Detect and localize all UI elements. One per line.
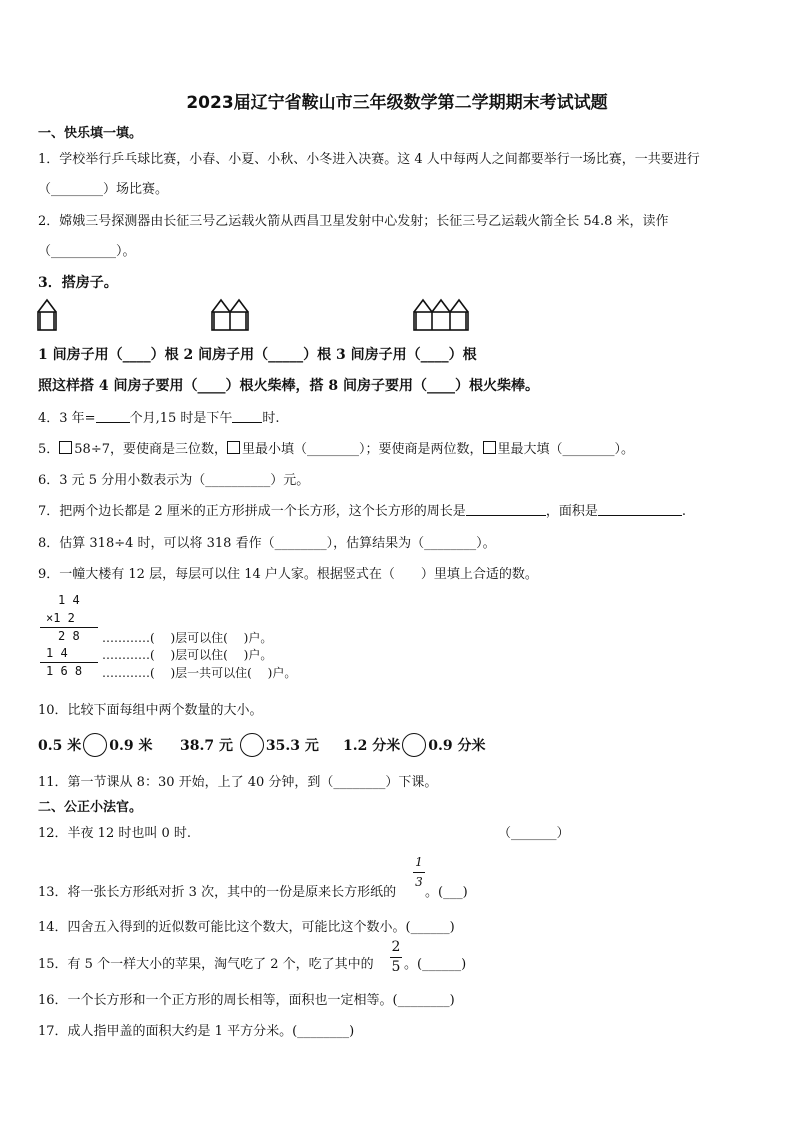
q13-fraction-numerator: 1 [415, 855, 423, 869]
question-13 [38, 881, 396, 900]
compare-circle-icon[interactable] [402, 733, 426, 757]
q9-desc-3: …………( )层一共可以住( )户。 [102, 666, 297, 680]
q15-fraction-denominator: 5 [391, 959, 401, 975]
question-3-label: 3．搭房子。 [38, 275, 118, 291]
q13-fraction [413, 856, 425, 889]
q5-part-c: 里最小填（________）；要使商是两位数， [242, 442, 483, 457]
question-9-label: 9．一幢大楼有 12 层，每层可以住 14 户人家。根据竖式在（ ）里填上合适的数。 [38, 567, 538, 582]
page-title: 2023届辽宁省鞍山市三年级数学第二学期期末考试试题 [186, 93, 608, 113]
q12-answer-blank: （_______） [498, 826, 570, 841]
question-2-line-1: 2．嫦娥三号探测器由长征三号乙运载火箭从西昌卫星发射中心发射；长征三号乙运载火箭全长 54.8 米，读作 [38, 214, 669, 229]
q15-fraction-numerator: 2 [391, 939, 401, 955]
q15-tail: 。(______) [404, 957, 467, 972]
question-1-line-2: （________）场比赛。 [38, 182, 169, 197]
vertical-calc-row-5: 1 6 8 [46, 664, 83, 678]
q10-compare-a [38, 733, 152, 757]
matchstick-houses-figure [36, 298, 476, 334]
compare-circle-icon[interactable] [83, 733, 107, 757]
question-3-line-1: 1 间房子用（____）根 2 间房子用（_____）根 3 间房子用（____）根 [38, 347, 477, 363]
vertical-calc-line-2 [40, 662, 98, 663]
q13-fraction-bar [413, 872, 425, 873]
q10-c-right: 0.9 分米 [428, 738, 486, 754]
vertical-calc-row-3: 2 8 [58, 629, 80, 643]
vertical-calc-row-1: 1 4 [58, 593, 80, 607]
q5-part-b: 58÷7，要使商是三位数， [74, 442, 227, 457]
house-1-icon [38, 300, 56, 330]
question-10-label: 10．比较下面每组中两个数量的大小。 [38, 703, 263, 718]
empty-box-icon [59, 441, 72, 454]
house-3-icon [414, 300, 468, 330]
question-17: 17．成人指甲盖的面积大约是 1 平方分米。(________) [38, 1024, 355, 1039]
question-3-line-2: 照这样搭 4 间房子要用（____）根火柴棒，搭 8 间房子要用（____）根火柴棒。 [38, 378, 539, 394]
q4-part-c: 时. [262, 411, 280, 426]
question-6: 6．3 元 5 分用小数表示为（__________）元。 [38, 473, 310, 488]
q15-fraction [390, 940, 402, 975]
vertical-calc-row-2: ×1 2 [46, 611, 75, 625]
q10-a-right: 0.9 米 [109, 738, 153, 754]
question-7 [38, 500, 686, 519]
q5-part-a: 5． [38, 442, 60, 457]
question-8: 8．估算 318÷4 时，可以将 318 看作（________），估算结果为（________）。 [38, 536, 496, 551]
q13-text: 13．将一张长方形纸对折 3 次，其中的一份是原来长方形纸的 [38, 885, 397, 900]
question-2-line-2: （__________）。 [38, 244, 136, 259]
q5-part-d: 里最大填（________）。 [497, 442, 635, 457]
q7-blank-1 [466, 503, 546, 516]
q10-compare-b [180, 733, 319, 757]
q7-part-b: ，面积是 [545, 504, 598, 519]
compare-circle-icon[interactable] [240, 733, 264, 757]
q13-tail: 。(___) [425, 885, 468, 900]
vertical-calc-row-4: 1 4 [46, 646, 68, 660]
section-heading-1: 一、快乐填一填。 [38, 126, 143, 141]
question-16: 16．一个长方形和一个正方形的周长相等，面积也一定相等。(________) [38, 993, 455, 1008]
question-5 [38, 438, 634, 457]
question-14: 14．四舍五入得到的近似数可能比这个数大，可能比这个数小。(______) [38, 920, 455, 935]
empty-box-icon [483, 441, 496, 454]
q13-fraction-denominator: 3 [415, 875, 423, 889]
q10-b-right: 35.3 元 [265, 738, 319, 754]
q10-b-left: 38.7 元 [180, 738, 233, 754]
q9-desc-2: …………( )层可以住( )户。 [102, 648, 273, 662]
question-1-line-1: 1．学校举行乒乓球比赛，小春、小夏、小秋、小冬进入决赛。这 4 人中每两人之间都要举行一场比赛，一共要进行 [38, 152, 700, 167]
q7-part-c: . [681, 504, 686, 519]
q10-a-left: 0.5 米 [38, 738, 82, 754]
q4-blank-1 [96, 410, 130, 423]
q7-part-a: 7．把两个边长都是 2 厘米的正方形拼成一个长方形，这个长方形的周长是 [38, 504, 466, 519]
empty-box-icon [227, 441, 240, 454]
vertical-calc-line-1 [40, 627, 98, 628]
question-4 [38, 407, 280, 426]
question-11: 11．第一节课从 8：30 开始，上了 40 分钟，到（________）下课。 [38, 775, 438, 790]
q10-compare-c [343, 733, 485, 757]
q4-part-b: 个月,15 时是下午 [129, 411, 233, 426]
house-2-icon [212, 300, 248, 330]
q15-fraction-bar [390, 957, 402, 958]
section-heading-2: 二、公正小法官。 [38, 800, 143, 815]
q4-blank-2 [232, 410, 262, 423]
q10-c-left: 1.2 分米 [343, 738, 401, 754]
q7-blank-2 [598, 503, 682, 516]
q9-desc-1: …………( )层可以住( )户。 [102, 631, 273, 645]
question-15: 15．有 5 个一样大小的苹果，淘气吃了 2 个，吃了其中的 [38, 957, 374, 972]
q4-part-a: 4．3 年= [38, 411, 96, 426]
question-12: 12．半夜 12 时也叫 0 时. [38, 826, 192, 841]
